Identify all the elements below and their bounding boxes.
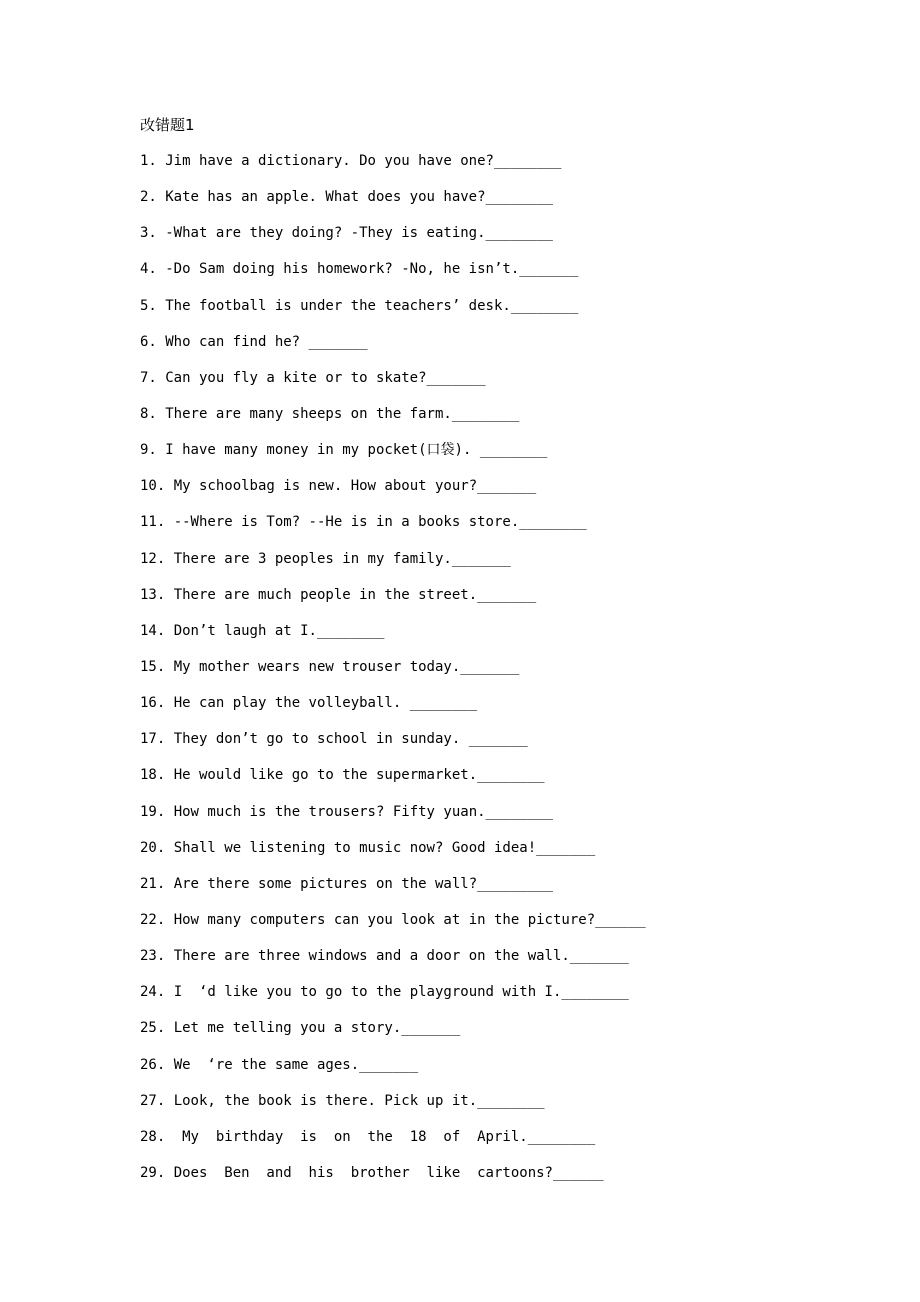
question-number: 5. [140,297,157,314]
question-number: 3. [140,225,157,242]
question-number: 28. [140,1128,166,1145]
question-text: He can play the volleyball. ________ [173,695,478,712]
question-number: 24. [140,984,166,1001]
question-number: 23. [140,948,166,965]
question-text: Are there some pictures on the wall?_________ [173,875,553,892]
question-text: Jim have a dictionary. Do you have one?________ [165,153,562,169]
question-item [140,441,900,477]
question-list [140,152,900,1200]
question-text: My mother wears new trouser today._______ [173,658,520,675]
question-number: 7. [140,369,157,386]
question-text: The football is under the teachers’ desk.________ [165,297,579,314]
question-item [140,911,900,947]
question-item [140,875,900,911]
question-text: How much is the trousers? Fifty yuan.________ [173,803,553,820]
question-number: 22. [140,911,166,928]
question-item [140,477,900,513]
question-text: My schoolbag is new. How about your?_______ [173,478,537,495]
question-text: Shall we listening to music now? Good idea!_______ [173,839,596,856]
question-number: 4. [140,261,157,278]
question-number: 6. [140,333,157,350]
question-text: They don’t go to school in sunday. _______ [173,731,528,748]
question-text: How many computers can you look at in the picture?______ [173,911,646,928]
question-item [140,333,900,369]
question-text: There are many sheeps on the farm.________ [165,405,520,422]
question-text: --Where is Tom? --He is in a books store.________ [173,514,587,531]
question-number: 17. [140,731,166,748]
question-item [140,1092,900,1128]
question-number: 27. [140,1092,166,1109]
question-text: I ‘d like you to go to the playground with I.________ [173,984,629,1001]
question-number: 14. [140,622,166,639]
question-item [140,694,900,730]
question-number: 29. [140,1164,166,1181]
question-text: Kate has an apple. What does you have?________ [165,189,553,206]
question-item [140,730,900,766]
question-text: My birthday is on the 18 of April.________ [173,1128,596,1145]
question-item [140,1164,900,1200]
question-text: Who can find he? _______ [165,333,368,350]
question-text: Can you fly a kite or to skate?_______ [165,369,486,386]
question-item [140,839,900,875]
question-text: Look, the book is there. Pick up it.________ [173,1092,545,1109]
question-number: 25. [140,1020,166,1037]
question-number: 20. [140,839,166,856]
question-number: 26. [140,1056,166,1073]
question-item [140,947,900,983]
question-number: 15. [140,658,166,675]
question-text: -Do Sam doing his homework? -No, he isn’t._______ [165,261,579,278]
question-number: 12. [140,550,166,567]
question-text: We ‘re the same ages._______ [173,1056,419,1073]
question-item [140,260,900,296]
question-number: 11. [140,514,166,531]
question-item [140,405,900,441]
question-item [140,188,900,224]
question-item [140,513,900,549]
question-text: He would like go to the supermarket.________ [173,767,545,784]
question-text: There are much people in the street._______ [173,586,537,603]
worksheet-title: 改错题1 [140,116,195,134]
question-text: I have many money in my pocket(口袋). ________ [165,442,548,459]
question-text: Let me telling you a story._______ [173,1020,461,1037]
question-item [140,983,900,1019]
question-item [140,224,900,260]
question-number: 13. [140,586,166,603]
question-number: 18. [140,767,166,784]
question-text: Does Ben and his brother like cartoons?______ [173,1164,604,1181]
question-item [140,586,900,622]
question-item [140,1056,900,1092]
question-number: 8. [140,405,157,422]
question-item [140,369,900,405]
question-item [140,297,900,333]
question-number: 19. [140,803,166,820]
question-number: 21. [140,875,166,892]
question-item [140,1128,900,1164]
question-number: 10. [140,478,166,495]
question-item [140,766,900,802]
question-text: There are three windows and a door on the wall._______ [173,948,629,965]
question-number: 16. [140,695,166,712]
question-number: 2. [140,189,157,206]
question-text: Don’t laugh at I.________ [173,622,385,639]
question-number: 1. [140,153,157,169]
question-item [140,550,900,586]
question-item [140,1019,900,1055]
question-text: -What are they doing? -They is eating.________ [165,225,553,242]
question-text: There are 3 peoples in my family._______ [173,550,511,567]
question-item [140,658,900,694]
question-number: 9. [140,442,157,459]
question-item [140,152,900,188]
question-item [140,622,900,658]
question-item [140,803,900,839]
